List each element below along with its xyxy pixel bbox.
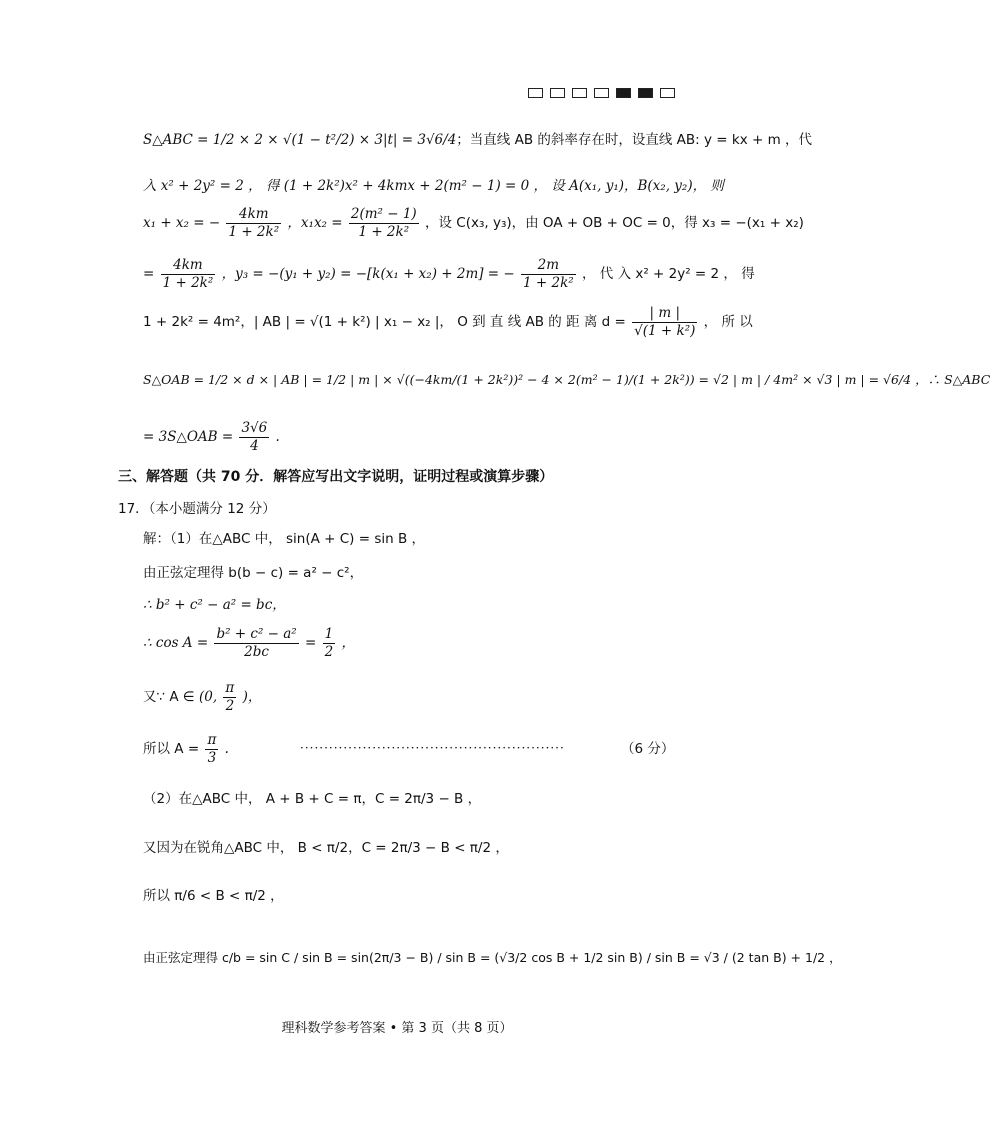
fraction [226, 206, 281, 241]
line-text: S△OAB = 1/2 × d × | AB | = 1/2 | m | × √((−4km/(1 + 2k²))² − 4 × 2(m² − 1)/(1 + 2k²)) = √2 | m | / 4m² × √3 | m | = √6/4 ，∴ S△ABC [143, 372, 990, 387]
fraction [349, 206, 419, 241]
line-text: ， 代 入 x² + 2y² = 2 ， 得 [581, 265, 755, 282]
numerator: | m | [632, 305, 697, 323]
denominator: 1 + 2k² [523, 274, 574, 291]
denominator: 1 + 2k² [228, 223, 280, 240]
denominator: 1 + 2k² [358, 223, 410, 240]
line-text: ，x₁x₂ = [287, 214, 343, 231]
progress-boxes [528, 88, 675, 98]
numerator: 4km [226, 206, 281, 224]
line-text: （2）在△ABC 中， A + B + C = π，C = 2π/3 − B ， [143, 791, 482, 807]
numerator: 2m [521, 257, 576, 275]
progress-box [638, 88, 653, 98]
section-title: 三、解答题（共 70 分．解答应写出文字说明，证明过程或演算步骤） [118, 469, 554, 485]
solution-line-7 [143, 420, 280, 455]
denominator: 2 [324, 643, 334, 660]
line-text: 所以 π/6 < B < π/2 ， [143, 888, 284, 904]
line-text: 又因为在锐角△ABC 中， B < π/2，C = 2π/3 − B < π/2 ， [143, 840, 509, 856]
step-5 [143, 680, 261, 715]
numerator: 3√6 [241, 420, 268, 436]
numerator: π [225, 680, 235, 696]
solution-line-4 [143, 257, 755, 292]
numerator: b² + c² − a² [216, 626, 297, 642]
progress-box [616, 88, 631, 98]
fraction [161, 257, 216, 292]
line-text: ，y₃ = −(y₁ + y₂) = −[k(x₁ + x₂) + 2m] = − [221, 265, 515, 282]
line-text: ， 所 以 [703, 313, 753, 330]
line-text: 入 x² + 2y² = 2 ， 得 (1 + 2k²)x² + 4kmx + 2(m² − 1) = 0 ， 设 A(x₁, y₁)，B(x₂, y₂)， 则 [143, 178, 724, 194]
line-text: (0, [198, 688, 222, 705]
solution-line-1 [143, 128, 812, 148]
step-7 [143, 787, 481, 807]
fraction [223, 680, 236, 715]
fraction [521, 257, 576, 292]
fraction [205, 732, 218, 767]
denominator: 4 [250, 437, 259, 454]
denominator: √(1 + k²) [634, 322, 696, 339]
line-text: 由正弦定理得 c/b = sin C / sin B = sin(2π/3 − B) / sin B = (√3/2 cos B + 1/2 sin B) / sin B = √3 / (2 tan B) + 1/2 ， [143, 950, 842, 965]
solution-line-3 [143, 206, 804, 241]
solution-line-6 [143, 370, 990, 388]
line-text: 由正弦定理得 b(b − c) = a² − c²， [143, 565, 364, 581]
numerator: 1 [324, 626, 334, 642]
period: . [275, 428, 280, 445]
solution-line-2 [143, 174, 724, 194]
line-text: ，设 C(x₃, y₃)，由 OA + OB + OC = 0，得 x₃ = −(x₁ + x₂) [425, 214, 804, 231]
line-text: = 3S△OAB = [143, 428, 234, 445]
denominator: 3 [207, 749, 217, 766]
denominator: 2 [225, 697, 235, 714]
step-3 [143, 593, 286, 613]
question-header: 17．（本小题满分 12 分） [118, 501, 276, 517]
denominator: 1 + 2k² [162, 274, 214, 291]
progress-box [528, 88, 543, 98]
progress-box [594, 88, 609, 98]
fraction [323, 626, 336, 661]
line-text: ；当直线 AB 的斜率存在时，设直线 AB: y = kx + m ，代 [456, 132, 813, 148]
numerator: 2(m² − 1) [350, 206, 417, 222]
score-leader-dots: ······················································· [300, 741, 565, 755]
fraction [214, 626, 298, 661]
line-text: x₁ + x₂ = − [143, 214, 221, 231]
line-text: 又∵ A ∈ [143, 688, 195, 705]
line-text: ， [341, 634, 356, 651]
progress-box [550, 88, 565, 98]
fraction [632, 305, 697, 340]
step-1 [143, 527, 425, 547]
line-text: = [305, 634, 317, 651]
step-8 [143, 836, 509, 856]
progress-box [660, 88, 675, 98]
line-text: ∴ b² + c² − a² = bc， [143, 597, 286, 613]
area-formula: S△ABC = 1/2 × 2 × √(1 − t²/2) × 3|t| = 3√6/4 [143, 132, 457, 148]
progress-box [572, 88, 587, 98]
solution-line-5 [143, 305, 753, 340]
line-text: 1 + 2k² = 4m²，| AB | = √(1 + k²) | x₁ − x₂ |， O 到 直 线 AB 的 距 离 d = [143, 313, 626, 330]
step-9 [143, 884, 284, 904]
line-text: 所以 A = [143, 740, 200, 757]
numerator: π [207, 732, 217, 748]
step-4 [143, 626, 355, 661]
score-label: （6 分） [621, 741, 675, 757]
denominator: 2bc [244, 643, 269, 660]
page-footer: 理科数学参考答案 • 第 3 页（共 8 页） [281, 1021, 513, 1036]
step-2 [143, 561, 363, 581]
line-text: ∴ cos A = [143, 634, 209, 651]
line-text: )， [242, 688, 262, 705]
line-text: 解：（1）在△ABC 中， sin(A + C) = sin B ， [143, 531, 425, 547]
line-text: . [224, 740, 229, 757]
step-6 [143, 732, 229, 767]
numerator: 4km [161, 257, 216, 275]
fraction [239, 420, 269, 455]
step-10 [143, 948, 842, 966]
line-text: = [143, 265, 155, 282]
